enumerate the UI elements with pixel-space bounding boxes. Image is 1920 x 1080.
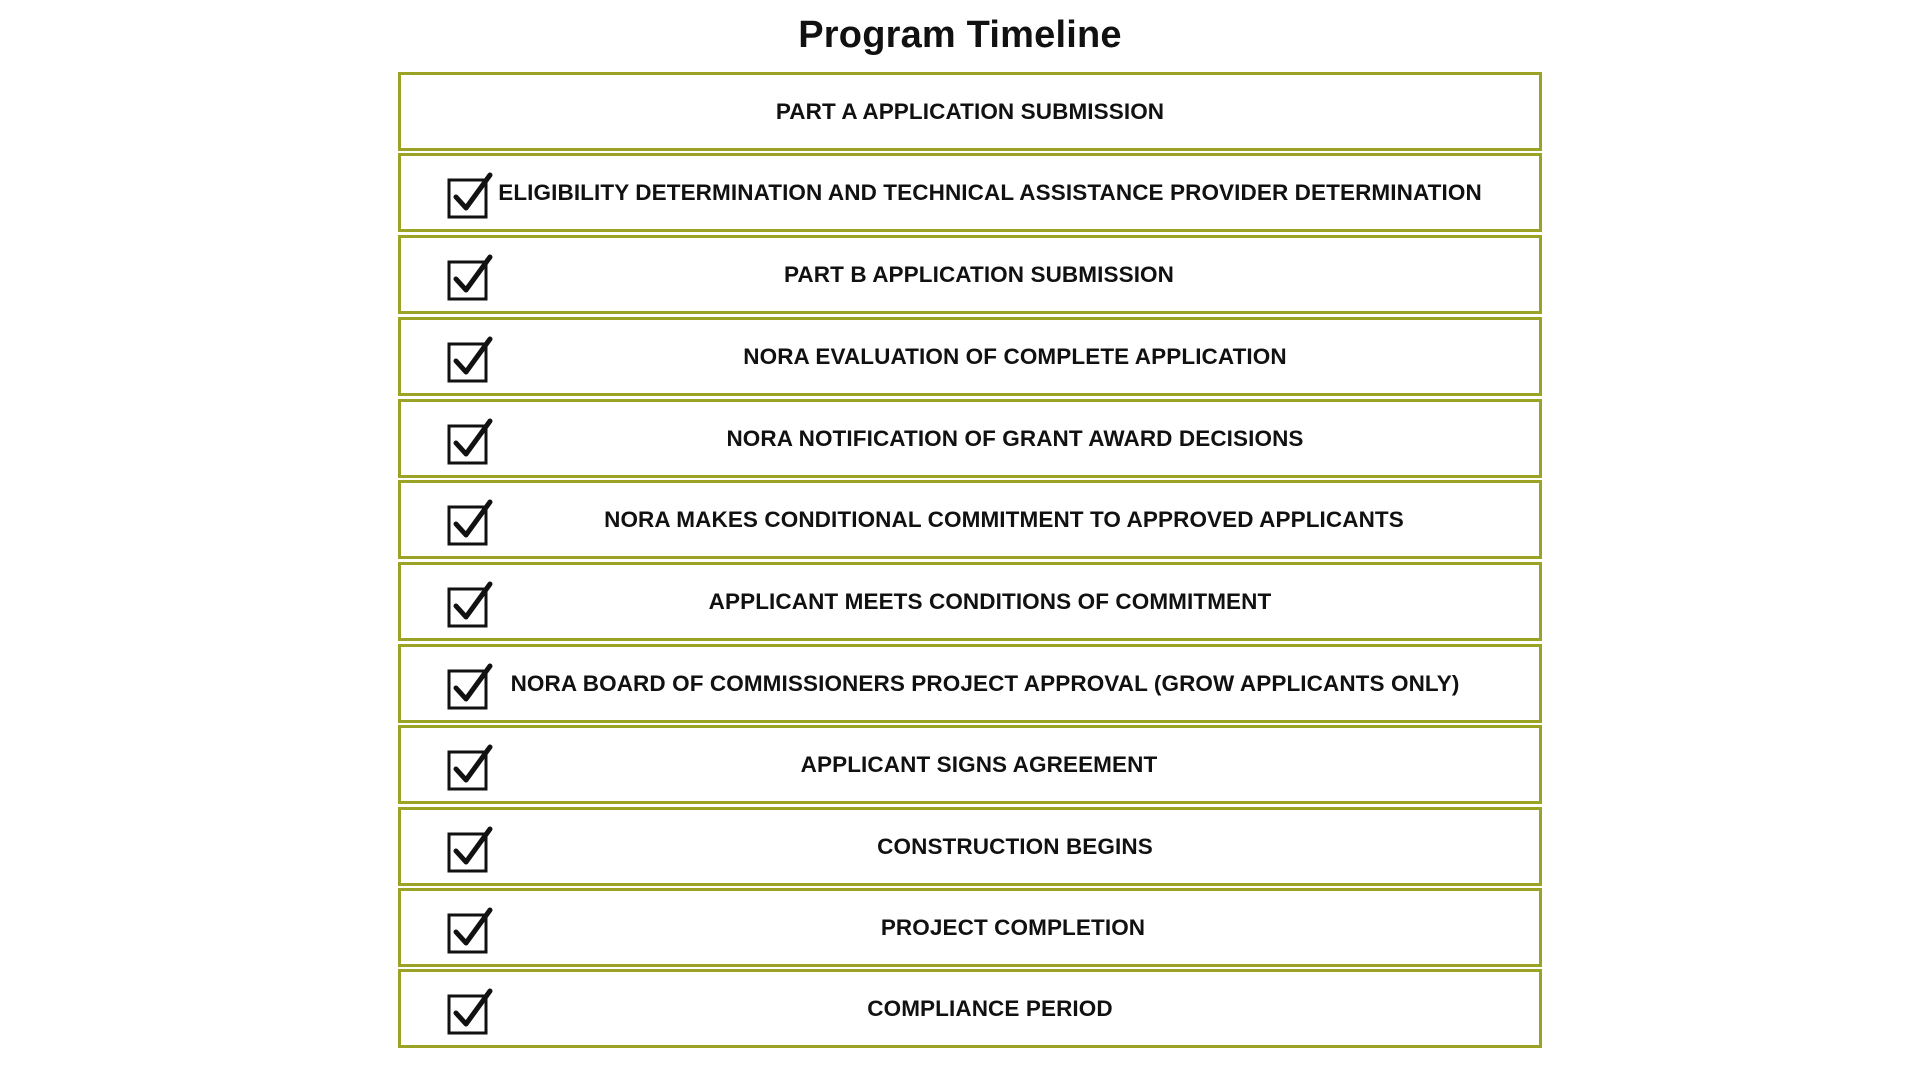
step-label: PART B APPLICATION SUBMISSION <box>784 261 1174 287</box>
timeline-step <box>398 153 1542 232</box>
checked-box-icon <box>446 581 494 629</box>
checked-box-icon <box>446 663 494 711</box>
timeline-step <box>398 72 1542 151</box>
checked-box-icon <box>446 907 494 955</box>
step-label: NORA BOARD OF COMMISSIONERS PROJECT APPROVAL (GROW APPLICANTS ONLY) <box>510 670 1460 696</box>
checked-box-icon <box>446 336 494 384</box>
timeline-step <box>398 317 1542 396</box>
checked-box-icon <box>446 418 494 466</box>
step-label: CONSTRUCTION BEGINS <box>877 833 1153 859</box>
checked-box-icon <box>446 499 494 547</box>
step-label: PART A APPLICATION SUBMISSION <box>775 98 1165 124</box>
step-label: NORA EVALUATION OF COMPLETE APPLICATION <box>743 343 1287 369</box>
timeline-step <box>398 888 1542 967</box>
step-label: ELIGIBILITY DETERMINATION AND TECHNICAL ASSISTANCE PROVIDER DETERMINATION <box>498 179 1482 205</box>
checked-box-icon <box>446 988 494 1036</box>
checked-box-icon <box>446 826 494 874</box>
checked-box-icon <box>446 172 494 220</box>
page-title: Program Timeline <box>798 14 1122 56</box>
step-label: NORA NOTIFICATION OF GRANT AWARD DECISIONS <box>726 425 1304 451</box>
timeline-step <box>398 562 1542 641</box>
timeline-step <box>398 644 1542 723</box>
timeline-step <box>398 807 1542 886</box>
checked-box-icon <box>446 254 494 302</box>
checked-box-icon <box>446 744 494 792</box>
step-label: NORA MAKES CONDITIONAL COMMITMENT TO APPROVED APPLICANTS <box>604 506 1404 532</box>
step-label: APPLICANT SIGNS AGREEMENT <box>800 751 1158 777</box>
step-label: COMPLIANCE PERIOD <box>867 995 1113 1021</box>
timeline-step <box>398 969 1542 1048</box>
timeline-step <box>398 480 1542 559</box>
step-label: PROJECT COMPLETION <box>880 914 1146 940</box>
timeline-step <box>398 725 1542 804</box>
timeline-step <box>398 399 1542 478</box>
timeline-step <box>398 235 1542 314</box>
step-label: APPLICANT MEETS CONDITIONS OF COMMITMENT <box>708 588 1272 614</box>
